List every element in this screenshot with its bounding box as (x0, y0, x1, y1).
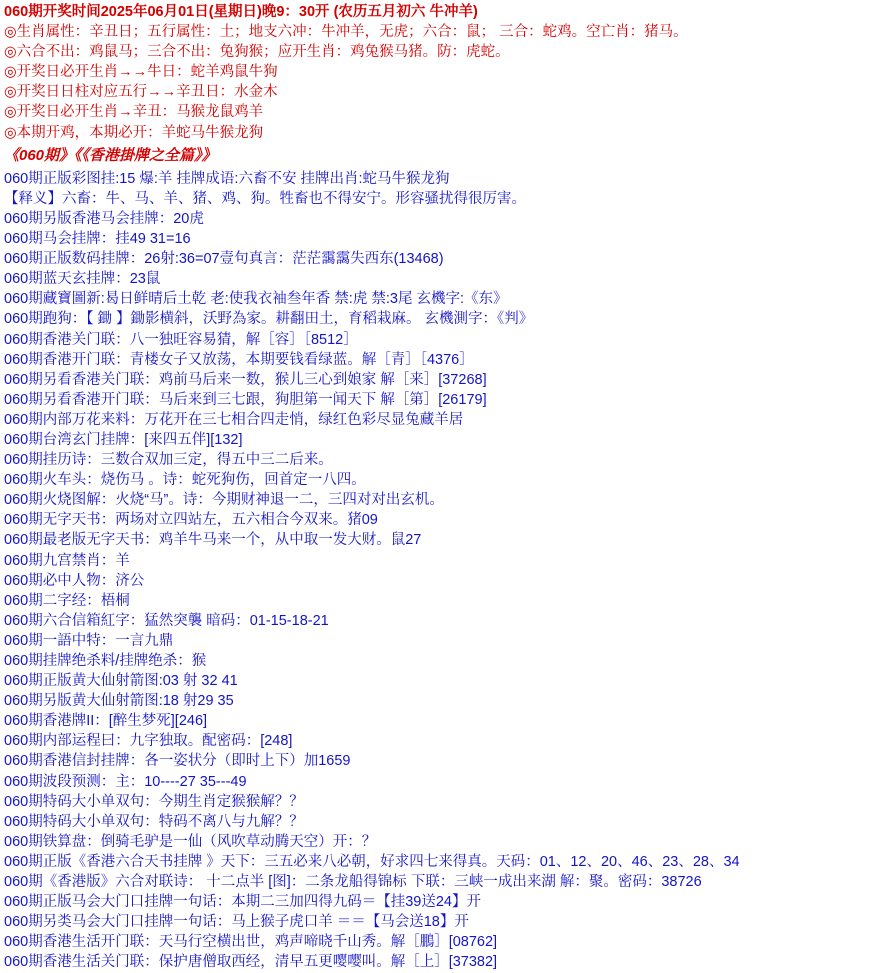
entry-line: 060期香港生活开门联：天马行空横出世，鸡声啼晓千山秀。解［鵬］[08762] (4, 934, 498, 951)
attr-line-2: ◎六合不出：鸡鼠马；三合不出：兔狗猴；应开生肖：鸡兔猴马猪。防：虎蛇。 (4, 44, 510, 61)
entry-line: 060期正版马会大门口挂牌一句话：本期二三加四得九码＝【挂39送24】开 (4, 894, 481, 911)
entry-line: 060期挂历诗：三数合双加三定，得五中三二后来。 (4, 452, 333, 469)
entry-line: 060期藏寶圖新:曷日鲜晴后土乾 老:使我衣袖叁年香 禁:虎 禁:3尾 玄機字:《东》 (4, 291, 508, 308)
entry-line: 060期香港生活关门联：保护唐僧取西经，清早五更嘤嘤叫。解［上］[37382] (4, 954, 498, 971)
entry-line: 060期另版黄大仙射箭图:18 射29 35 (4, 693, 234, 710)
entry-line: 060期香港开门联：青楼女子又放荡，本期要钱看绿蓝。解［青］［4376］ (4, 351, 474, 368)
entry-line: 060期香港牌II：[醉生梦死][246] (4, 713, 208, 730)
entry-line: 060期波段预测：主：10----27 35---49 (4, 773, 247, 790)
entry-line: 060期跑狗：【 鋤 】鋤影横斜，沃野為家。耕翻田土，育稻栽麻。 玄機測字：《判》 (4, 311, 534, 328)
entry-line: 060期内部万花来料：万花开在三七相合四走悄，绿红色彩尽显兔藏羊居 (4, 411, 464, 428)
entry-line: 060期另版香港马会挂牌：20虎 (4, 210, 204, 227)
entry-line: 060期一語中特：一言九鼎 (4, 632, 174, 649)
entry-line: 060期挂牌绝杀料/挂牌绝杀：猴 (4, 653, 207, 669)
entry-line: 060期另看香港关门联：鸡前马后来一数，猴儿三心到娘家 解［来］[37268] (4, 371, 487, 388)
attr-line-1: ◎生肖属性：辛丑日；五行属性：土；地支六冲：牛冲羊，无虎；六合：鼠； 三合：蛇鸡。空亡肖：猪马。 (4, 24, 688, 41)
entry-line: 060期正版《香港六合天书挂牌 》天下：三五必来八必朝，好求四七来得真。天码：01、12、20、46、23、28、34 (4, 853, 740, 870)
entry-line: 【释义】六畜：牛、马、羊、猪、鸡、狗。牲畜也不得安宁。形容骚扰得很厉害。 (4, 190, 526, 207)
entry-line: 060期香港关门联：八一独旺容易猜，解［容］［8512］ (4, 331, 358, 348)
entry-line: 060期特码大小单双句：特码不离八与九解？？ (4, 813, 304, 830)
entry-line: 060期最老版无字天书：鸡羊牛马来一个，从中取一发大财。鼠27 (4, 532, 422, 549)
entry-line: 060期二字经：梧桐 (4, 592, 130, 609)
entry-line: 060期必中人物：济公 (4, 572, 145, 589)
entry-line: 060期正版黄大仙射箭图:03 射 32 41 (4, 673, 238, 690)
attr-line-6: ◎本期开鸡，本期必开：羊蛇马牛猴龙狗 (4, 124, 264, 141)
entry-line: 060期内部运程曰：九字独取。配密码：[248] (4, 733, 293, 750)
entry-line: 060期铁算盘：倒骑毛驴是一仙（风吹草动腾天空）开：？ (4, 833, 377, 850)
entry-line: 060期特码大小单双句：今期生肖定猴猴解？？ (4, 793, 304, 810)
attr-line-3: ◎开奖日必开生肖→→牛日：蛇羊鸡鼠牛狗 (4, 64, 278, 81)
entry-line: 060期正版彩图挂:15 爆:羊 挂牌成语:六畜不安 挂牌出肖:蛇马牛猴龙狗 (4, 170, 450, 187)
attr-line-5: ◎开奖日必开生肖→辛丑：马猴龙鼠鸡羊 (4, 104, 264, 121)
entry-line: 060期九宫禁肖：羊 (4, 552, 130, 569)
draw-time-line: 060期开奖时间2025年06月01日(星期日)晚9：30开 (农历五月初六 牛冲羊) (4, 4, 478, 20)
entry-line: 060期六合信箱紅字：猛然突襲 暗码：01-15-18-21 (4, 612, 329, 629)
entry-line: 060期另看香港开门联：马后来到三七跟，狗胆第一闻天下 解［第］[26179] (4, 391, 487, 408)
entry-line: 060期香港信封挂牌：各一姿状分（即时上下）加1659 (4, 753, 351, 770)
entry-line: 060期台湾玄门挂牌：[来四五伴][132] (4, 431, 243, 448)
entry-line: 060期《香港版》六合对联诗： 十二点半 [图]：二条龙船得锦标 下联：三峡一成出来湖 解：聚。密码：38726 (4, 874, 702, 891)
entry-line: 060期火烧图解：火烧“马”。诗：今期财神退一二，三四对对出玄机。 (4, 492, 444, 509)
attr-line-4: ◎开奖日日柱对应五行→→辛丑日：水金木 (4, 84, 278, 101)
entry-line: 060期火车头：烧伤马 。诗：蛇死狗伤，回首定一八四。 (4, 472, 366, 489)
entry-line: 060期无字天书：两场对立四站左，五六相合今双来。猪09 (4, 512, 378, 529)
entry-line: 060期蓝天玄挂牌：23鼠 (4, 271, 161, 288)
entry-line: 060期另类马会大门口挂牌一句话：马上猴子虎口羊 ＝＝【马会送18】开 (4, 914, 469, 931)
entry-line: 060期正版数码挂牌：26射:36=07壹句真言：茫茫靄靄失西东(13468) (4, 251, 444, 268)
entry-line: 060期马会挂牌：挂49 31=16 (4, 231, 191, 248)
banner-title: 《060期》《《香港掛牌之全篇》》 (4, 146, 217, 164)
